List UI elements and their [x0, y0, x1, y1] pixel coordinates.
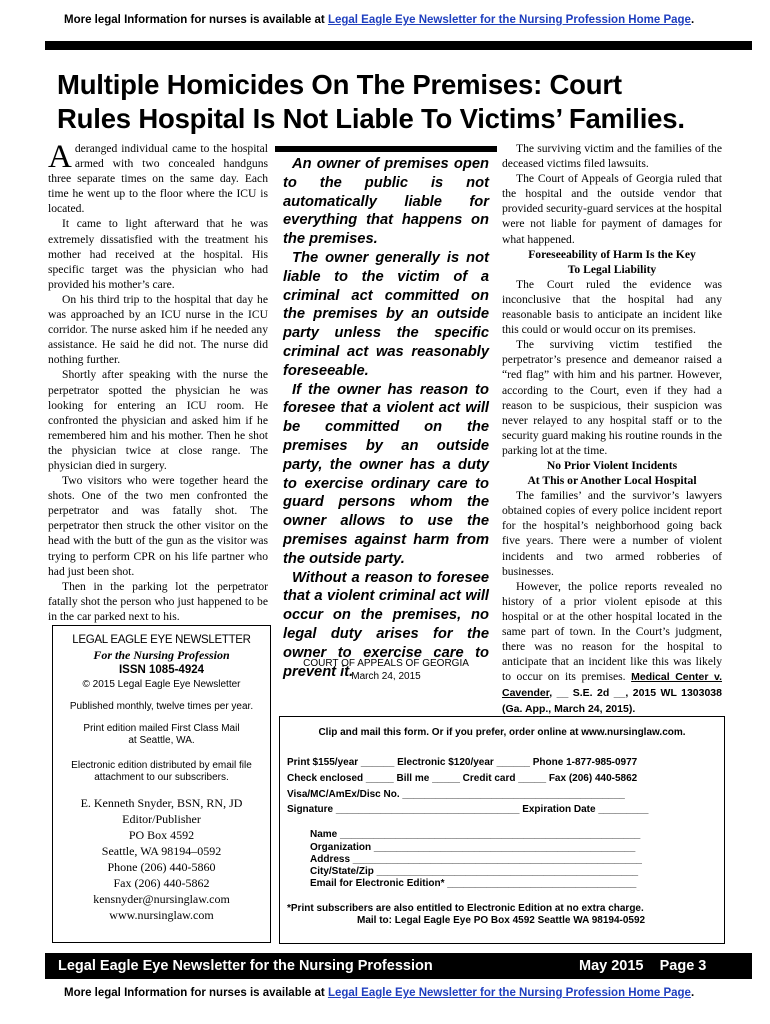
pullquote-paragraph: Without a reason to foresee that a violent criminal act will occur on the premises, no legal duty arises for the owner to exercise care to prevent it. [283, 569, 489, 680]
paragraph: The surviving victim testified the perpetrator’s presence and demeanor raised a “red flag” with him and his partner. However, according to the Court, even if they had a reason to be suspicious, their suspicion was never relayed to any hospital staff or to the security guard making his routine rounds in the parking lot at the time. [502, 338, 722, 457]
website: www.nursinglaw.com [109, 908, 214, 922]
signature-field[interactable]: Signature _________________________________ Expiration Date _________ [287, 804, 649, 815]
court-name: COURT OF APPEALS OF GEORGIA [303, 658, 469, 669]
subscription-options[interactable]: Print $155/year ______ Electronic $120/year ______ Phone 1-877-985-0977 [287, 757, 638, 768]
article-column-1 [48, 141, 268, 624]
editor-name: E. Kenneth Snyder, BSN, RN, JD [80, 796, 243, 810]
footer-bar [45, 953, 752, 979]
paragraph: Then in the parking lot the perpetrator fatally shot the person who just happened to be in the car parked next to his. [48, 579, 268, 623]
paragraph [48, 141, 268, 216]
copyright: © 2015 Legal Eagle Eye Newsletter [82, 679, 241, 690]
print-edition-line: Print edition mailed First Class Mail [83, 723, 240, 734]
masthead-title: LEGAL EAGLE EYE NEWSLETTER [72, 634, 251, 646]
bottom-note [64, 987, 764, 999]
paragraph: Shortly after speaking with the nurse the perpetrator spotted the physician he was looking for entering an ICU room. He confronted the physician and asked him if he remembered him and his mother. Then he shot the physician twice at close range. The physician died in surgery. [48, 368, 268, 472]
pullquote-paragraph: If the owner has reason to foresee that a violent act will be committed on the premises by an outside party, the owner has a duty to exercise ordinary care to guard persons whom the owner allows to use the premises against harm from the outside party. [283, 381, 489, 567]
electronic-edition-line: attachment to our subscribers. [94, 772, 229, 783]
mail-to-note: Mail to: Legal Eagle Eye PO Box 4592 Seattle WA 98194-0592 [357, 915, 646, 926]
paragraph-text: However, the police reports revealed no history of a prior violent episode at this hospital or at the other hospital located in the same part of town. In the Court’s judgment, there was no reason for the hospital to anticipate that an incident like this was likely to occur on its premises. [502, 579, 722, 684]
pullquote-rule [275, 146, 497, 152]
paragraph: Two visitors who were together heard the shots. One of the two men confronted the perpetrator and was fatally shot. The perpetrator then struck the other visitor on the head with the butt of the gun as the visitor was trying to perform CPR on his life partner who had just been shot. [48, 474, 268, 578]
order-form-heading: Clip and mail this form. Or if you prefer, order online at www.nursinglaw.com. [318, 727, 686, 738]
case-link[interactable]: Medical Center v. Cavender [502, 671, 722, 700]
paragraph [502, 579, 722, 718]
city-line: Seattle, WA 98194–0592 [101, 844, 222, 858]
header-note [64, 14, 764, 26]
email-field[interactable]: Email for Electronic Edition* __________________________________ [310, 878, 637, 889]
publication-frequency: Published monthly, twelve times per year. [69, 701, 254, 712]
article-column-3 [502, 141, 722, 718]
home-page-link[interactable]: Legal Eagle Eye Newsletter for the Nursing Profession Home Page [327, 14, 691, 26]
top-rule [45, 41, 752, 50]
paragraph: It came to light afterward that he was extremely dissatisfied with the treatment his mother had received at the hospital. His specific target was the physician who had provided his mother’s care. [48, 217, 268, 291]
subheading-line: Foreseeability of Harm Is the Key [528, 247, 696, 261]
header-note-prefix: More legal Information for nurses is available at [64, 14, 328, 26]
editor-role: Editor/Publisher [122, 812, 201, 826]
paragraph: The families’ and the survivor’s lawyers obtained copies of every police incident report for the hospital’s neighborhood going back five years. There were a number of violent incidents and two armed robberies of businesses. [502, 489, 722, 578]
paragraph: The surviving victim and the families of the deceased victims filed lawsuits. [502, 142, 722, 171]
organization-field[interactable]: Organization _______________________________________________ [310, 842, 636, 853]
footer-page: May 2015 Page 3 [579, 958, 707, 974]
card-number-field[interactable]: Visa/MC/AmEx/Disc No. ________________________________________ [287, 789, 625, 800]
pullquote-paragraph: An owner of premises open to the public is not automatically liable for everything that happens on the premises. [283, 156, 489, 248]
subheading [502, 247, 722, 277]
electronic-edition-line: Electronic edition distributed by email file [71, 760, 252, 771]
subheading-line: To Legal Liability [567, 262, 657, 276]
paragraph-text: deranged individual came to the hospital armed with two concealed handguns three separate times on the same day. Each time he went up to the floor where the ICU is located. [48, 142, 268, 216]
phone: Phone (206) 440-5860 [107, 860, 216, 874]
masthead-box [52, 625, 271, 943]
bottom-note-prefix: More legal Information for nurses is available at [64, 987, 328, 999]
subheading-line: At This or Another Local Hospital [527, 474, 697, 488]
order-form [279, 716, 725, 944]
payment-options[interactable]: Check enclosed _____ Bill me _____ Credit card _____ Fax (206) 440-5862 [287, 773, 638, 784]
paragraph: On his third trip to the hospital that day he was approached by an ICU nurse in the ICU corridor. The nurse asked him if he needed any assistance. He said he did not. The nurse did nothing further. [48, 292, 268, 367]
subheading [502, 458, 722, 488]
header-note-suffix: . [690, 14, 695, 26]
city-state-zip-field[interactable]: City/State/Zip _______________________________________________ [310, 866, 639, 877]
print-edition-line: at Seattle, WA. [128, 735, 195, 746]
order-note: *Print subscribers are also entitled to Electronic Edition at no extra charge. [287, 903, 644, 914]
court-date: March 24, 2015 [351, 671, 421, 682]
bottom-home-page-link[interactable]: Legal Eagle Eye Newsletter for the Nursing Profession Home Page [327, 987, 691, 999]
headline-line-2: Rules Hospital Is Not Liable To Victims’ Families. [57, 103, 685, 134]
drop-cap: A [48, 139, 72, 175]
email: kensnyder@nursinglaw.com [93, 892, 230, 906]
pullquote-paragraph: The owner generally is not liable to the victim of a criminal act committed on the premises by an outside party unless the specific criminal act was reasonably foreseeable. [283, 249, 489, 379]
pullquote-source [283, 657, 489, 683]
bottom-note-suffix: . [690, 987, 695, 999]
pullquote [283, 155, 489, 681]
fax: Fax (206) 440-5862 [113, 876, 210, 890]
paragraph: The Court ruled the evidence was inconclusive that the hospital had any reasonable basis to anticipate an incident like this could or would occur on its premises. [502, 277, 722, 337]
masthead-subtitle: For the Nursing Profession [93, 648, 230, 662]
footer-title: Legal Eagle Eye Newsletter for the Nursing Profession [58, 958, 433, 974]
issn: ISSN 1085-4924 [118, 664, 205, 676]
article-headline [57, 68, 757, 136]
case-citation: , __ S.E. 2d __, 2015 WL 1303038 (Ga. App., March 24, 2015). [502, 687, 722, 716]
headline-line-1: Multiple Homicides On The Premises: Court [57, 69, 622, 100]
po-box: PO Box 4592 [128, 828, 195, 842]
name-field[interactable]: Name ______________________________________________________ [310, 829, 641, 840]
paragraph: The Court of Appeals of Georgia ruled that the hospital and the outside vendor that provided security-guard services at the hospital were not liable for payment of damages for what happened. [502, 172, 722, 246]
address-field[interactable]: Address ____________________________________________________ [310, 854, 642, 865]
subheading-line: No Prior Violent Incidents [546, 458, 678, 472]
